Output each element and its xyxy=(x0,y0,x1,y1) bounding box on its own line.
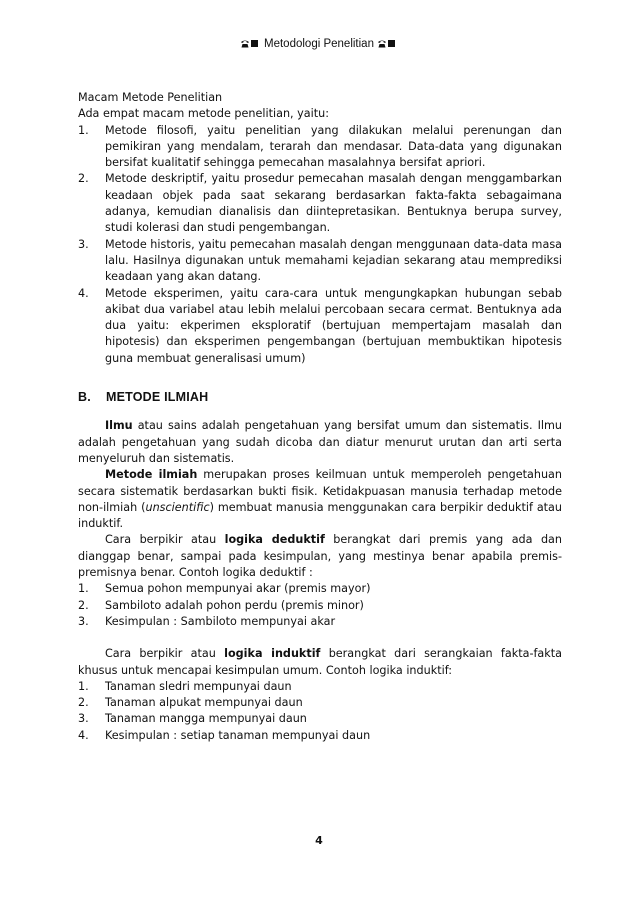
list-number: 1. xyxy=(78,123,89,137)
list-item xyxy=(78,123,562,172)
paragraph-text: berangkat dari serangkaian fakta-fakta khusus untuk mencapai kesimpulan umum. Contoh logika induktif: xyxy=(78,647,562,677)
list-number: 4. xyxy=(78,728,89,742)
running-header xyxy=(0,38,638,50)
list-item xyxy=(78,581,562,597)
square-bullet-icon xyxy=(251,40,258,47)
telephone-icon xyxy=(240,39,250,48)
telephone-icon xyxy=(377,39,387,48)
bold-term: logika induktif xyxy=(224,647,321,661)
list-text: Sambiloto adalah pohon perdu (premis minor) xyxy=(105,598,364,612)
list-text: Kesimpulan : Sambiloto mempunyai akar xyxy=(105,614,336,628)
document-body xyxy=(78,90,562,744)
list-item xyxy=(78,171,562,236)
section-intro: Ada empat macam metode penelitian, yaitu: xyxy=(78,107,329,121)
list-text: Tanaman sledri mempunyai daun xyxy=(105,679,292,693)
inductive-example-list xyxy=(78,679,562,744)
list-number: 3. xyxy=(78,712,89,726)
list-item xyxy=(78,728,562,744)
list-item xyxy=(78,614,562,630)
section-number: B. xyxy=(78,390,91,405)
paragraph-ilmu xyxy=(78,418,562,467)
paragraph-text: atau sains adalah pengetahuan yang bersifat umum dan sistematis. Ilmu adalah pengetahuan yang sudah dicoba dan diatur menurut urutan dan arti serta menyeluruh dan sistematis. xyxy=(78,419,562,465)
list-number: 3. xyxy=(78,237,89,251)
section-heading xyxy=(78,389,562,405)
bold-term: Metode ilmiah xyxy=(105,468,198,482)
paragraph-text: berangkat dari premis yang ada dan dianggap benar, sampai pada kesimpulan, yang mestinya benar apabila premis-premisnya benar. Contoh logika deduktif : xyxy=(78,533,563,580)
paragraph-induktif xyxy=(78,646,562,679)
paragraph-text: ) membuat manusia menggunakan cara berpikir deduktif atau induktif. xyxy=(78,500,563,531)
list-item xyxy=(78,237,562,286)
list-number: 3. xyxy=(78,614,89,628)
list-number: 2. xyxy=(78,598,89,612)
list-text: Metode filosofi, yaitu penelitian yang dilakukan melalui perenungan dan pemikiran yang mendalam, terarah dan mendasar. Data-data yang digunakan bersifat kualitatif sehingga pemecahan masalahnya bersifat apriori. xyxy=(105,123,562,170)
list-number: 2. xyxy=(78,696,89,710)
list-text: Tanaman alpukat mempunyai daun xyxy=(105,696,303,710)
paragraph-text: Cara berpikir atau xyxy=(105,647,225,661)
list-item xyxy=(78,679,562,695)
section-heading-title: METODE ILMIAH xyxy=(106,390,209,405)
list-number: 1. xyxy=(78,582,89,596)
paragraph-metode-ilmiah xyxy=(78,467,562,532)
list-number: 2. xyxy=(78,172,89,186)
paragraph-text: Cara berpikir atau xyxy=(105,533,225,547)
list-number: 1. xyxy=(78,679,89,693)
paragraph-text: merupakan proses keilmuan untuk memperoleh pengetahuan secara sistematik berdasarkan bukti fisik. Ketidakpuasan manusia terhadap metode non-ilmiah ( xyxy=(78,468,562,514)
method-list xyxy=(78,123,562,367)
bold-term: logika deduktif xyxy=(224,533,325,547)
section-title: Macam Metode Penelitian xyxy=(78,91,223,104)
deductive-example-list xyxy=(78,581,562,630)
list-item xyxy=(78,598,562,614)
list-item xyxy=(78,286,562,367)
list-text: Semua pohon mempunyai akar (premis mayor) xyxy=(105,582,371,596)
list-text: Metode deskriptif, yaitu prosedur pemecahan masalah dengan menggambarkan keadaan objek pada saat sekarang berdasarkan fakta-fakta sebagaimana adanya, kemudian dianalisis dan diintepretasikan. Bentuknya berupa survey, studi kolerasi dan studi pengembangan. xyxy=(105,172,562,235)
paragraph-deduktif xyxy=(78,532,562,581)
bold-term: Ilmu xyxy=(105,419,133,433)
page-number: 4 xyxy=(315,834,323,847)
list-item xyxy=(78,695,562,711)
list-text: Metode eksperimen, yaitu cara-cara untuk mengungkapkan hubungan sebab akibat dua variabel atau lebih melalui percobaan secara cermat. Bentuknya ada dua yaitu: ekperimen eksploratif (bertujuan mempertajam masalah dan hipotesis) dan eksperimen pengembangan (bertujuan membuktikan hipotesis guna membuat generalisasi umum) xyxy=(105,286,562,365)
square-bullet-icon xyxy=(388,40,395,47)
list-text: Tanaman mangga mempunyai daun xyxy=(105,712,307,726)
list-number: 4. xyxy=(78,286,89,300)
italic-term: unscientific xyxy=(145,500,210,514)
list-text: Kesimpulan : setiap tanaman mempunyai daun xyxy=(105,728,371,742)
spacer xyxy=(78,630,562,646)
list-item xyxy=(78,711,562,727)
list-text: Metode historis, yaitu pemecahan masalah dengan menggunaan data-data masa lalu. Hasilnya digunakan untuk memahami kejadian sekarang atau memprediksi keadaan yang akan datang. xyxy=(105,237,562,284)
header-title: Metodologi Penelitian xyxy=(264,38,374,50)
